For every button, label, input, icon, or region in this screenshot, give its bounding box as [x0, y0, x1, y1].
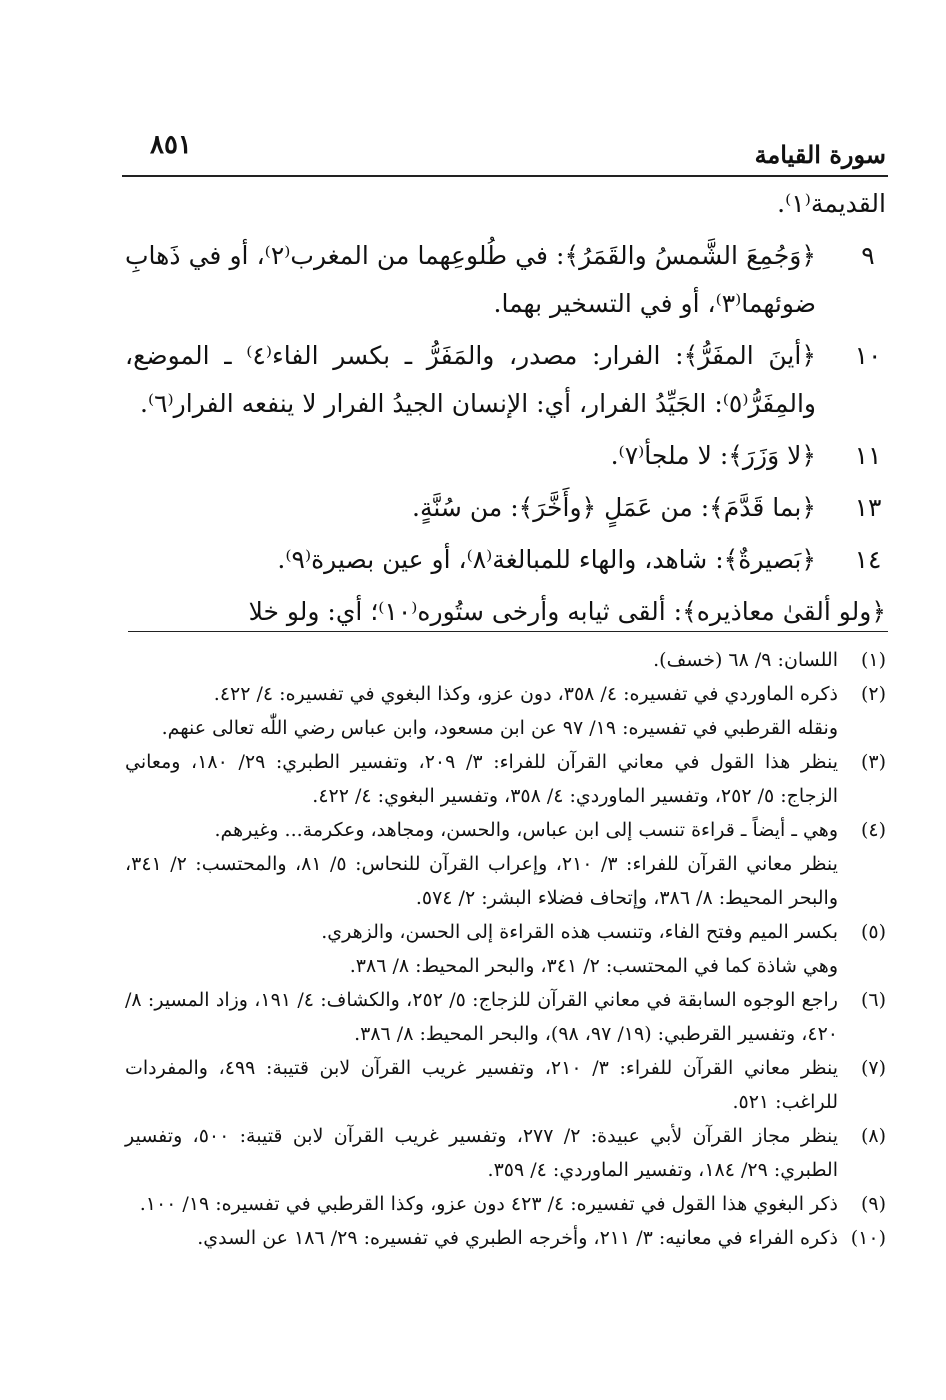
footnote — [125, 915, 886, 983]
footnote-text: ونقله القرطبي في تفسيره: ١٩/ ٩٧ عن ابن مسعود، وابن عباس رضي اللّٰه تعالى عنهم. — [161, 717, 838, 739]
footnote-text: ذكره الفراء في معانيه: ٣/ ٢١١، وأخرجه الطبري في تفسيره: ٢٩/ ١٨٦ عن السدي. — [197, 1227, 838, 1249]
header-rule — [122, 175, 888, 177]
verse-text: ﴿بَصيرةٌ﴾: شاهد، والهاء للمبالغة⁽٨⁾، أو عين بصيرة⁽٩⁾. — [277, 545, 816, 574]
footnote-number: (١٠) — [850, 1227, 886, 1249]
footnote — [125, 677, 886, 745]
footnote-number: (٨) — [860, 1125, 886, 1147]
footnote-text: ينظر معاني القرآن للفراء: ٣/ ٢١٠، وتفسير غريب القرآن لابن قتيبة: ٤٩٩، والمفردات للراغب: ٥٢١. — [125, 1057, 838, 1113]
footnote — [125, 1119, 886, 1187]
footnote-number: (٧) — [860, 1057, 886, 1079]
footnote-text: ينظر هذا القول في معاني القرآن للفراء: ٣/ ٢٠٩، وتفسير الطبري: ٢٩/ ١٨٠، ومعاني الزجاج: ٥/ ٢٥٢، وتفسير الماوردي: ٤/ ٣٥٨، وتفسير البغوي: ٤/ ٤٢٢. — [125, 751, 838, 807]
verse-text: ﴿أينَ المفَرُّ﴾: الفرار: مصدر، والمَفَرُّ ـ بكسر الفاء⁽٤⁾ ـ الموضع، والمِفَرُّ⁽٥⁾: الجَيِّدُ الفرار، أي: الإنسان الجيدُ الفرار لا ينفعه الفرار⁽٦⁾. — [125, 341, 816, 418]
verse-text: ﴿بما قَدَّمَ﴾: من عَمَلٍ ﴿وأَخَّرَ﴾: من سُنَّةٍ. — [412, 493, 816, 522]
footnote-text: ذكره الماوردي في تفسيره: ٤/ ٣٥٨، دون عزو، وكذا البغوي في تفسيره: ٤/ ٤٢٢. — [213, 683, 838, 705]
footnote-text: وهي ـ أيضاً ـ قراءة تنسب إلى ابن عباس، والحسن، ومجاهد، وعكرمة... وغيرهم. — [214, 819, 838, 841]
footnote-text: اللسان: ٩/ ٦٨ (خسف). — [653, 649, 838, 671]
verse-entry — [125, 232, 886, 328]
verse-number: ١٤ — [854, 545, 882, 574]
verse-text: ﴿وَجُمِعَ الشَّمسُ والقَمَرُ﴾: في طُلوعِهما من المغرب⁽٢⁾، أو في ذَهابِ ضوئهما⁽٣⁾، أو في التسخير بهما. — [125, 241, 817, 318]
footnote-text: ينظر مجاز القرآن لأبي عبيدة: ٢/ ٢٧٧، وتفسير غريب القرآن لابن قتيبة: ٥٠٠، وتفسير الطبري: ٢٩/ ١٨٤، وتفسير الماوردي: ٤/ ٣٥٩. — [125, 1125, 839, 1181]
verse-number: ٩ — [861, 241, 875, 270]
footnote-rule — [128, 631, 888, 632]
footnote-number: (٦) — [860, 989, 886, 1011]
verse-entry — [125, 332, 886, 428]
verse-number: ١٠ — [854, 341, 882, 370]
footnote-number: (٥) — [860, 921, 886, 943]
footnote-text: ينظر معاني القرآن للفراء: ٣/ ٢١٠، وإعراب القرآن للنحاس: ٥/ ٨١، والمحتسب: ٢/ ٣٤١، والبحر المحيط: ٨/ ٣٨٦، وإتحاف فضلاء البشر: ٢/ ٥٧٤. — [125, 853, 838, 909]
footnote-text: ذكر البغوي هذا القول في تفسيره: ٤/ ٤٢٣ دون عزو، وكذا القرطبي في تفسيره: ١٩/ ١٠٠. — [139, 1193, 838, 1215]
main-text — [125, 180, 886, 636]
footnote — [125, 1221, 886, 1255]
footnote — [125, 983, 886, 1051]
footnote-number: (١) — [860, 649, 886, 671]
footnote — [125, 813, 886, 915]
verse-entry — [125, 484, 886, 532]
footnote — [125, 643, 886, 677]
footnotes — [125, 643, 886, 1255]
page-header — [130, 128, 886, 178]
footnote-number: (٢) — [860, 683, 886, 705]
verse-number: ١١ — [854, 441, 882, 470]
continuation-line: القديمة⁽١⁾. — [777, 189, 886, 218]
footnote-text: وهي شاذة كما في المحتسب: ٢/ ٣٤١، والبحر المحيط: ٨/ ٣٨٦. — [349, 955, 838, 977]
footnote-text: راجع الوجوه السابقة في معاني القرآن للزجاج: ٥/ ٢٥٢، والكشاف: ٤/ ١٩١، وزاد المسير: ٨/ ٤٢٠، وتفسير القرطبي: (١٩/ ٩٧، ٩٨)، والبحر المحيط: ٨/ ٣٨٦. — [125, 989, 838, 1045]
footnote-text: بكسر الميم وفتح الفاء، وتنسب هذه القراءة إلى الحسن، والزهري. — [321, 921, 838, 943]
footnote — [125, 1187, 886, 1221]
verse-entry — [125, 432, 886, 480]
page-number: ٨٥١ — [150, 130, 192, 160]
footnote — [125, 1051, 886, 1119]
footnote-number: (٩) — [860, 1193, 886, 1215]
surah-title: سورة القيامة — [754, 140, 886, 169]
verse-text: ﴿لا وَزَرَ﴾: لا ملجأ⁽٧⁾. — [610, 441, 816, 470]
footnote-number: (٤) — [860, 819, 886, 841]
verse-continuation-line: ﴿ولو ألقىٰ معاذيره﴾: ألقى ثيابه وأرخى ستُوره⁽١٠⁾؛ أي: ولو خلا — [248, 597, 886, 626]
verse-number: ١٣ — [854, 493, 882, 522]
footnote-number: (٣) — [860, 751, 886, 773]
footnote — [125, 745, 886, 813]
verse-entry — [125, 536, 886, 584]
